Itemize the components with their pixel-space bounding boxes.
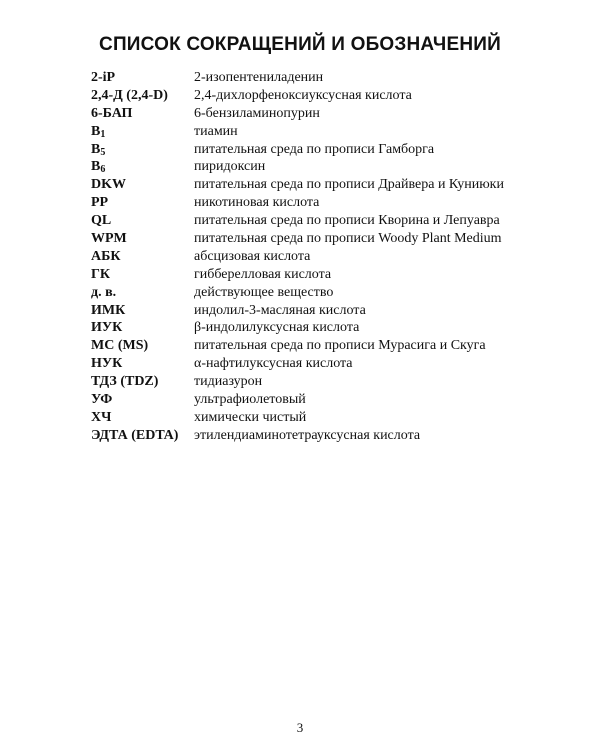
abbreviation-definition: индолил-3-масляная кислота [194, 302, 366, 318]
abbreviation-row [91, 284, 551, 302]
abbreviation-text: ТДЗ (TDZ) [91, 374, 159, 390]
page-title: СПИСОК СОКРАЩЕНИЙ И ОБОЗНАЧЕНИЙ [99, 34, 501, 55]
abbreviation-text: д. в. [91, 284, 117, 300]
abbreviation-definition: β-индолилуксусная кислота [194, 320, 360, 336]
abbreviation-row [91, 427, 551, 445]
abbreviation-term [91, 123, 194, 141]
abbreviation-row [91, 373, 551, 391]
abbreviation-row [91, 194, 551, 212]
abbreviation-text: УФ [91, 392, 113, 408]
abbreviation-term [91, 302, 194, 320]
abbreviation-term [91, 87, 194, 105]
abbreviation-definition: 2-изопентениладенин [194, 70, 324, 85]
abbreviation-definition: тиамин [194, 123, 238, 139]
abbreviation-definition: химически чистый [194, 409, 307, 425]
abbreviation-row [91, 248, 551, 266]
abbreviation-row [91, 230, 551, 248]
abbreviation-term [91, 194, 194, 212]
abbreviation-definition: питательная среда по прописи Woody Plant Medium [194, 231, 502, 247]
abbreviation-row [91, 319, 551, 337]
abbreviation-term [91, 355, 194, 373]
abbreviation-term [91, 373, 194, 391]
abbreviation-text: QL [91, 213, 112, 229]
abbreviation-term [91, 176, 194, 194]
abbreviation-row [91, 409, 551, 427]
abbreviation-definition: ультрафиолетовый [194, 392, 306, 408]
abbreviation-text: АБК [91, 248, 121, 264]
abbreviation-definition: питательная среда по прописи Кворина и Лепуавра [194, 213, 500, 229]
abbreviation-row [91, 302, 551, 320]
abbreviation-row [91, 355, 551, 373]
abbreviation-term [91, 284, 194, 302]
abbreviation-definition: питательная среда по прописи Мурасига и Скуга [194, 338, 486, 354]
abbreviation-definition: действующее вещество [194, 284, 334, 300]
abbreviation-term [91, 391, 194, 409]
abbreviation-text: 2-iP [91, 70, 116, 85]
abbreviation-row [91, 212, 551, 230]
abbreviation-term [91, 212, 194, 230]
abbreviation-term [91, 337, 194, 355]
abbreviation-row [91, 176, 551, 194]
abbreviation-text: 6-БАП [91, 105, 133, 121]
abbreviation-text: B [91, 141, 101, 157]
abbreviation-list [91, 69, 551, 445]
abbreviation-text: ИМК [91, 302, 126, 318]
abbreviation-subscript: 6 [100, 164, 106, 176]
abbreviation-row [91, 123, 551, 141]
abbreviation-term [91, 409, 194, 427]
abbreviation-text: ЭДТА (EDTA) [91, 427, 179, 443]
abbreviation-term [91, 319, 194, 337]
abbreviation-text: МС (MS) [91, 338, 149, 354]
abbreviation-text: НУК [91, 356, 123, 372]
abbreviation-definition: питательная среда по прописи Гамборга [194, 141, 435, 157]
abbreviation-text: DKW [91, 177, 126, 193]
abbreviation-row [91, 391, 551, 409]
abbreviation-definition: тидиазурон [194, 374, 263, 390]
abbreviation-term [91, 69, 194, 87]
abbreviation-text: ИУК [91, 320, 123, 336]
abbreviation-row [91, 141, 551, 159]
abbreviation-definition: α-нафтилуксусная кислота [194, 356, 353, 372]
abbreviation-definition: абсцизовая кислота [194, 248, 311, 264]
abbreviation-text: ХЧ [91, 409, 112, 425]
abbreviation-row [91, 266, 551, 284]
abbreviation-row [91, 69, 551, 87]
page-number: 3 [296, 720, 304, 735]
abbreviation-row [91, 105, 551, 123]
abbreviation-definition: этилендиаминотетрауксусная кислота [194, 427, 421, 443]
abbreviation-term [91, 105, 194, 123]
abbreviation-text: B [91, 159, 101, 175]
abbreviation-term [91, 158, 194, 176]
abbreviation-definition: никотиновая кислота [194, 195, 320, 211]
abbreviation-term [91, 141, 194, 159]
abbreviation-term [91, 248, 194, 266]
abbreviation-text: PP [91, 195, 109, 211]
abbreviation-definition: пиридоксин [194, 159, 266, 175]
abbreviation-term [91, 230, 194, 248]
abbreviation-definition: питательная среда по прописи Драйвера и Куниюки [194, 177, 504, 193]
abbreviation-text: 2,4-Д (2,4-D) [91, 87, 168, 103]
abbreviation-subscript: 1 [100, 128, 106, 140]
abbreviation-text: B [91, 123, 101, 139]
abbreviation-row [91, 337, 551, 355]
abbreviation-term [91, 266, 194, 284]
abbreviation-term [91, 427, 194, 445]
abbreviation-subscript: 5 [100, 146, 106, 158]
abbreviation-row [91, 87, 551, 105]
abbreviation-definition: гибберелловая кислота [194, 266, 332, 282]
abbreviation-row [91, 158, 551, 176]
abbreviation-definition: 2,4-дихлорфеноксиуксусная кислота [194, 87, 412, 103]
abbreviation-definition: 6-бензиламинопурин [194, 105, 320, 121]
abbreviation-text: WPM [91, 231, 127, 247]
abbreviation-text: ГК [91, 266, 111, 282]
